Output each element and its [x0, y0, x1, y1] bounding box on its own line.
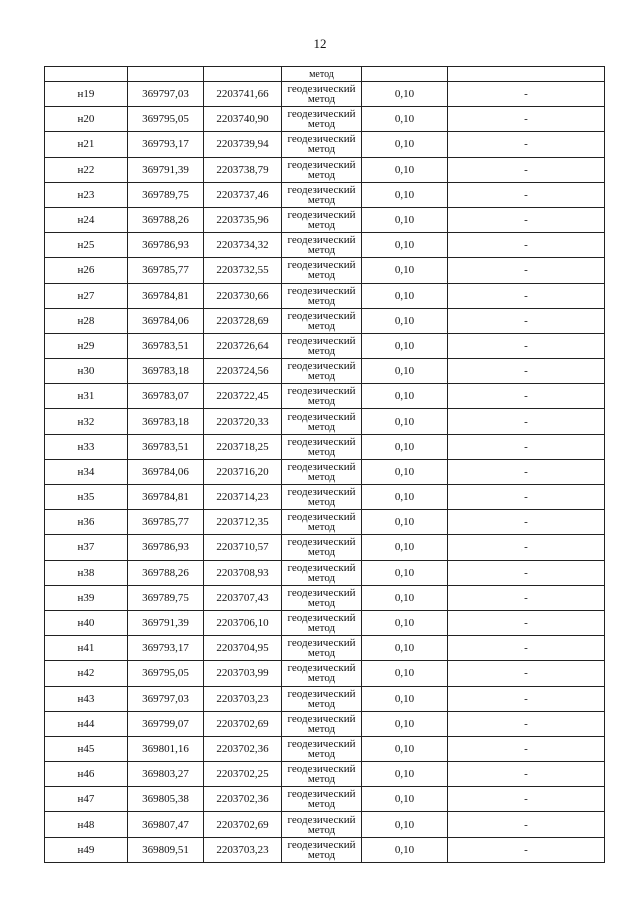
- note-cell: -: [448, 485, 605, 510]
- point-id-cell: н25: [45, 233, 128, 258]
- x-coordinate-cell: 369807,47: [128, 812, 204, 837]
- method-line-2: метод: [307, 118, 336, 131]
- method-line-2: метод: [307, 219, 336, 232]
- x-coordinate-cell: 369786,93: [128, 535, 204, 560]
- table-row: [45, 711, 605, 736]
- note-cell: -: [448, 585, 605, 610]
- method-line-1: геодезический: [287, 435, 356, 448]
- method-cell: [282, 686, 362, 711]
- y-coordinate-cell: 2203702,36: [204, 787, 282, 812]
- accuracy-cell: 0,10: [362, 711, 448, 736]
- note-cell: -: [448, 233, 605, 258]
- table-row: [45, 636, 605, 661]
- table-row: [45, 434, 605, 459]
- accuracy-cell: 0,10: [362, 610, 448, 635]
- method-line-2: метод: [307, 294, 336, 307]
- page-number: 12: [313, 36, 327, 51]
- method-line-1: геодезический: [287, 108, 356, 121]
- method-line-2: метод: [307, 596, 336, 609]
- y-coordinate-cell: 2203732,55: [204, 258, 282, 283]
- x-coordinate-cell: 369785,77: [128, 510, 204, 535]
- table-row: [45, 82, 605, 107]
- point-id-cell: н27: [45, 283, 128, 308]
- method-line-2: метод: [307, 244, 336, 257]
- coordinates-table-body: [45, 67, 605, 863]
- point-id-cell: н19: [45, 82, 128, 107]
- method-cell: [282, 812, 362, 837]
- coordinates-table: [44, 66, 605, 863]
- point-id-cell: н37: [45, 535, 128, 560]
- x-coordinate-cell: 369783,18: [128, 409, 204, 434]
- method-line-1: геодезический: [287, 612, 356, 625]
- method-line-1: геодезический: [287, 637, 356, 650]
- method-line-2: метод: [307, 269, 336, 282]
- method-line-1: геодезический: [287, 712, 356, 725]
- accuracy-cell: 0,10: [362, 535, 448, 560]
- accuracy-cell: 0,10: [362, 182, 448, 207]
- method-line-2: метод: [307, 344, 336, 357]
- note-cell: -: [448, 157, 605, 182]
- note-cell: -: [448, 560, 605, 585]
- note-cell: -: [448, 837, 605, 862]
- method-cell: [282, 233, 362, 258]
- method-cell: [282, 585, 362, 610]
- accuracy-cell: 0,10: [362, 434, 448, 459]
- method-line-1: геодезический: [287, 334, 356, 347]
- y-coordinate-cell: 2203722,45: [204, 384, 282, 409]
- method-cell: [282, 409, 362, 434]
- note-cell: -: [448, 711, 605, 736]
- accuracy-cell: 0,10: [362, 283, 448, 308]
- header-cell-id: [45, 67, 128, 82]
- point-id-cell: н35: [45, 485, 128, 510]
- x-coordinate-cell: 369791,39: [128, 157, 204, 182]
- method-line-2: метод: [307, 168, 336, 181]
- method-cell: [282, 459, 362, 484]
- y-coordinate-cell: 2203718,25: [204, 434, 282, 459]
- point-id-cell: н34: [45, 459, 128, 484]
- table-row: [45, 333, 605, 358]
- accuracy-cell: 0,10: [362, 686, 448, 711]
- table-row: [45, 157, 605, 182]
- method-line-1: геодезический: [287, 460, 356, 473]
- y-coordinate-cell: 2203738,79: [204, 157, 282, 182]
- y-coordinate-cell: 2203735,96: [204, 207, 282, 232]
- method-cell: [282, 711, 362, 736]
- y-coordinate-cell: 2203708,93: [204, 560, 282, 585]
- note-cell: -: [448, 736, 605, 761]
- method-line-1: геодезический: [287, 385, 356, 398]
- method-cell: [282, 736, 362, 761]
- table-row: [45, 233, 605, 258]
- x-coordinate-cell: 369809,51: [128, 837, 204, 862]
- y-coordinate-cell: 2203706,10: [204, 610, 282, 635]
- y-coordinate-cell: 2203712,35: [204, 510, 282, 535]
- table-row: [45, 812, 605, 837]
- x-coordinate-cell: 369783,51: [128, 434, 204, 459]
- note-cell: -: [448, 661, 605, 686]
- note-cell: -: [448, 308, 605, 333]
- method-cell: [282, 485, 362, 510]
- table-row: [45, 736, 605, 761]
- header-cell-x: [128, 67, 204, 82]
- note-cell: -: [448, 459, 605, 484]
- method-line-2: метод: [307, 647, 336, 660]
- method-line-2: метод: [307, 93, 336, 106]
- accuracy-cell: 0,10: [362, 82, 448, 107]
- method-line-2: метод: [307, 571, 336, 584]
- point-id-cell: н30: [45, 359, 128, 384]
- accuracy-cell: 0,10: [362, 661, 448, 686]
- method-cell: [282, 610, 362, 635]
- method-line-2: метод: [307, 697, 336, 710]
- x-coordinate-cell: 369788,26: [128, 560, 204, 585]
- method-line-1: геодезический: [287, 360, 356, 373]
- x-coordinate-cell: 369789,75: [128, 182, 204, 207]
- x-coordinate-cell: 369784,06: [128, 459, 204, 484]
- accuracy-cell: 0,10: [362, 560, 448, 585]
- method-line-1: геодезический: [287, 687, 356, 700]
- method-line-1: геодезический: [287, 561, 356, 574]
- x-coordinate-cell: 369785,77: [128, 258, 204, 283]
- method-cell: [282, 434, 362, 459]
- accuracy-cell: 0,10: [362, 485, 448, 510]
- x-coordinate-cell: 369801,16: [128, 736, 204, 761]
- accuracy-cell: 0,10: [362, 157, 448, 182]
- method-line-2: метод: [307, 420, 336, 433]
- point-id-cell: н23: [45, 182, 128, 207]
- table-row: [45, 661, 605, 686]
- accuracy-cell: 0,10: [362, 636, 448, 661]
- accuracy-cell: 0,10: [362, 132, 448, 157]
- table-row: [45, 485, 605, 510]
- x-coordinate-cell: 369799,07: [128, 711, 204, 736]
- table-row: [45, 409, 605, 434]
- method-line-2: метод: [307, 798, 336, 811]
- y-coordinate-cell: 2203714,23: [204, 485, 282, 510]
- x-coordinate-cell: 369783,18: [128, 359, 204, 384]
- accuracy-cell: 0,10: [362, 207, 448, 232]
- method-cell: [282, 82, 362, 107]
- method-line-2: метод: [307, 773, 336, 786]
- table-row: [45, 283, 605, 308]
- y-coordinate-cell: 2203702,25: [204, 762, 282, 787]
- y-coordinate-cell: 2203702,69: [204, 812, 282, 837]
- method-cell: [282, 283, 362, 308]
- header-cell-note: [448, 67, 605, 82]
- method-line-1: геодезический: [287, 133, 356, 146]
- accuracy-cell: 0,10: [362, 233, 448, 258]
- accuracy-cell: 0,10: [362, 762, 448, 787]
- method-cell: [282, 636, 362, 661]
- y-coordinate-cell: 2203716,20: [204, 459, 282, 484]
- note-cell: -: [448, 207, 605, 232]
- method-line-1: геодезический: [287, 309, 356, 322]
- y-coordinate-cell: 2203704,95: [204, 636, 282, 661]
- accuracy-cell: 0,10: [362, 258, 448, 283]
- point-id-cell: н31: [45, 384, 128, 409]
- method-line-1: геодезический: [287, 486, 356, 499]
- note-cell: -: [448, 409, 605, 434]
- table-row: [45, 182, 605, 207]
- accuracy-cell: 0,10: [362, 787, 448, 812]
- method-cell: [282, 560, 362, 585]
- point-id-cell: н49: [45, 837, 128, 862]
- accuracy-cell: 0,10: [362, 359, 448, 384]
- note-cell: -: [448, 762, 605, 787]
- point-id-cell: н29: [45, 333, 128, 358]
- table-row: [45, 585, 605, 610]
- point-id-cell: н43: [45, 686, 128, 711]
- method-line-2: метод: [307, 395, 336, 408]
- accuracy-cell: 0,10: [362, 837, 448, 862]
- method-line-2: метод: [307, 848, 336, 861]
- method-line-2: метод: [307, 370, 336, 383]
- note-cell: -: [448, 610, 605, 635]
- y-coordinate-cell: 2203703,23: [204, 686, 282, 711]
- method-cell: [282, 837, 362, 862]
- y-coordinate-cell: 2203734,32: [204, 233, 282, 258]
- continued-header-row: [45, 67, 605, 82]
- table-row: [45, 762, 605, 787]
- x-coordinate-cell: 369784,81: [128, 283, 204, 308]
- method-line-1: геодезический: [287, 813, 356, 826]
- x-coordinate-cell: 369797,03: [128, 686, 204, 711]
- x-coordinate-cell: 369795,05: [128, 107, 204, 132]
- y-coordinate-cell: 2203703,99: [204, 661, 282, 686]
- point-id-cell: н26: [45, 258, 128, 283]
- method-cell: [282, 787, 362, 812]
- x-coordinate-cell: 369786,93: [128, 233, 204, 258]
- y-coordinate-cell: 2203724,56: [204, 359, 282, 384]
- method-cell: [282, 384, 362, 409]
- point-id-cell: н40: [45, 610, 128, 635]
- note-cell: -: [448, 132, 605, 157]
- method-cell: [282, 510, 362, 535]
- method-cell: [282, 359, 362, 384]
- method-line-2: метод: [307, 722, 336, 735]
- method-cell: [282, 132, 362, 157]
- point-id-cell: н24: [45, 207, 128, 232]
- accuracy-cell: 0,10: [362, 510, 448, 535]
- y-coordinate-cell: 2203740,90: [204, 107, 282, 132]
- x-coordinate-cell: 369795,05: [128, 661, 204, 686]
- method-cell: [282, 258, 362, 283]
- point-id-cell: н28: [45, 308, 128, 333]
- table-row: [45, 308, 605, 333]
- y-coordinate-cell: 2203728,69: [204, 308, 282, 333]
- method-line-1: геодезический: [287, 662, 356, 675]
- note-cell: -: [448, 333, 605, 358]
- point-id-cell: н32: [45, 409, 128, 434]
- x-coordinate-cell: 369783,51: [128, 333, 204, 358]
- method-cell: [282, 308, 362, 333]
- accuracy-cell: 0,10: [362, 736, 448, 761]
- point-id-cell: н47: [45, 787, 128, 812]
- method-line-2: метод: [307, 747, 336, 760]
- method-cell: [282, 107, 362, 132]
- note-cell: -: [448, 258, 605, 283]
- header-cell-method: метод: [282, 67, 362, 82]
- table-row: [45, 258, 605, 283]
- method-line-1: геодезический: [287, 410, 356, 423]
- table-row: [45, 535, 605, 560]
- method-line-1: геодезический: [287, 209, 356, 222]
- table-row: [45, 510, 605, 535]
- note-cell: -: [448, 182, 605, 207]
- method-line-1: геодезический: [287, 763, 356, 776]
- method-line-1: геодезический: [287, 511, 356, 524]
- method-line-1: геодезический: [287, 183, 356, 196]
- method-line-1: геодезический: [287, 737, 356, 750]
- x-coordinate-cell: 369797,03: [128, 82, 204, 107]
- accuracy-cell: 0,10: [362, 384, 448, 409]
- method-line-1: геодезический: [287, 158, 356, 171]
- method-line-2: метод: [307, 470, 336, 483]
- y-coordinate-cell: 2203737,46: [204, 182, 282, 207]
- method-line-2: метод: [307, 319, 336, 332]
- method-line-2: метод: [307, 445, 336, 458]
- x-coordinate-cell: 369788,26: [128, 207, 204, 232]
- y-coordinate-cell: 2203702,36: [204, 736, 282, 761]
- table-row: [45, 459, 605, 484]
- method-line-2: метод: [307, 672, 336, 685]
- note-cell: -: [448, 510, 605, 535]
- method-line-2: метод: [307, 622, 336, 635]
- table-row: [45, 837, 605, 862]
- y-coordinate-cell: 2203710,57: [204, 535, 282, 560]
- method-cell: [282, 762, 362, 787]
- point-id-cell: н48: [45, 812, 128, 837]
- x-coordinate-cell: 369793,17: [128, 636, 204, 661]
- point-id-cell: н22: [45, 157, 128, 182]
- point-id-cell: н44: [45, 711, 128, 736]
- method-line-2: метод: [307, 546, 336, 559]
- method-cell: [282, 182, 362, 207]
- table-row: [45, 610, 605, 635]
- table-row: [45, 384, 605, 409]
- y-coordinate-cell: 2203707,43: [204, 585, 282, 610]
- method-line-1: геодезический: [287, 259, 356, 272]
- y-coordinate-cell: 2203720,33: [204, 409, 282, 434]
- note-cell: -: [448, 535, 605, 560]
- note-cell: -: [448, 283, 605, 308]
- method-cell: [282, 207, 362, 232]
- method-line-1: геодезический: [287, 788, 356, 801]
- method-cell: [282, 333, 362, 358]
- note-cell: -: [448, 384, 605, 409]
- accuracy-cell: 0,10: [362, 409, 448, 434]
- table-row: [45, 132, 605, 157]
- note-cell: -: [448, 107, 605, 132]
- table-row: [45, 107, 605, 132]
- point-id-cell: н21: [45, 132, 128, 157]
- y-coordinate-cell: 2203730,66: [204, 283, 282, 308]
- point-id-cell: н41: [45, 636, 128, 661]
- method-line-1: геодезический: [287, 586, 356, 599]
- table-row: [45, 686, 605, 711]
- method-line-1: геодезический: [287, 234, 356, 247]
- point-id-cell: н39: [45, 585, 128, 610]
- x-coordinate-cell: 369805,38: [128, 787, 204, 812]
- method-line-1: геодезический: [287, 284, 356, 297]
- x-coordinate-cell: 369783,07: [128, 384, 204, 409]
- x-coordinate-cell: 369784,06: [128, 308, 204, 333]
- method-line-1: геодезический: [287, 83, 356, 96]
- accuracy-cell: 0,10: [362, 585, 448, 610]
- table-row: [45, 359, 605, 384]
- method-line-2: метод: [307, 193, 336, 206]
- y-coordinate-cell: 2203703,23: [204, 837, 282, 862]
- accuracy-cell: 0,10: [362, 107, 448, 132]
- point-id-cell: н20: [45, 107, 128, 132]
- method-line-1: геодезический: [287, 838, 356, 851]
- point-id-cell: н45: [45, 736, 128, 761]
- note-cell: -: [448, 636, 605, 661]
- x-coordinate-cell: 369791,39: [128, 610, 204, 635]
- method-cell: [282, 157, 362, 182]
- note-cell: -: [448, 434, 605, 459]
- method-cell: [282, 661, 362, 686]
- table-row: [45, 787, 605, 812]
- table-row: [45, 207, 605, 232]
- point-id-cell: н42: [45, 661, 128, 686]
- accuracy-cell: 0,10: [362, 333, 448, 358]
- y-coordinate-cell: 2203702,69: [204, 711, 282, 736]
- point-id-cell: н36: [45, 510, 128, 535]
- method-line-2: метод: [307, 823, 336, 836]
- note-cell: -: [448, 359, 605, 384]
- method-line-2: метод: [307, 143, 336, 156]
- table-row: [45, 560, 605, 585]
- method-line-1: геодезический: [287, 536, 356, 549]
- y-coordinate-cell: 2203739,94: [204, 132, 282, 157]
- note-cell: -: [448, 82, 605, 107]
- x-coordinate-cell: 369789,75: [128, 585, 204, 610]
- method-line-2: метод: [307, 496, 336, 509]
- header-cell-accuracy: [362, 67, 448, 82]
- note-cell: -: [448, 787, 605, 812]
- x-coordinate-cell: 369793,17: [128, 132, 204, 157]
- y-coordinate-cell: 2203726,64: [204, 333, 282, 358]
- y-coordinate-cell: 2203741,66: [204, 82, 282, 107]
- point-id-cell: н38: [45, 560, 128, 585]
- header-cell-y: [204, 67, 282, 82]
- method-cell: [282, 535, 362, 560]
- note-cell: -: [448, 812, 605, 837]
- accuracy-cell: 0,10: [362, 308, 448, 333]
- accuracy-cell: 0,10: [362, 459, 448, 484]
- x-coordinate-cell: 369803,27: [128, 762, 204, 787]
- method-line-2: метод: [307, 521, 336, 534]
- accuracy-cell: 0,10: [362, 812, 448, 837]
- point-id-cell: н46: [45, 762, 128, 787]
- point-id-cell: н33: [45, 434, 128, 459]
- x-coordinate-cell: 369784,81: [128, 485, 204, 510]
- note-cell: -: [448, 686, 605, 711]
